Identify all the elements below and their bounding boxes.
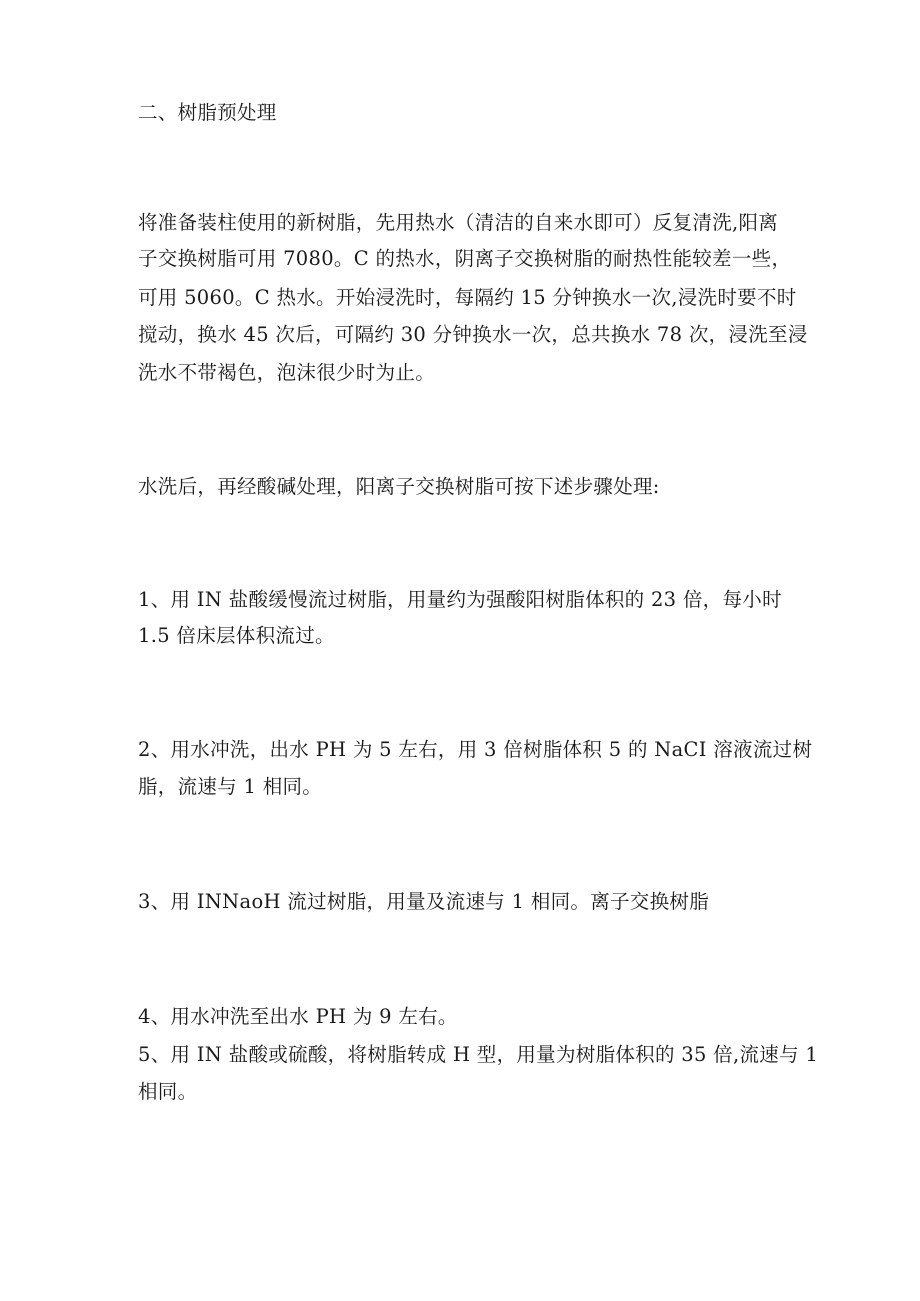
paragraph-1-line-2: 子交换树脂可用 7080。C 的热水，阴离子交换树脂的耐热性能较差一些， bbox=[138, 247, 792, 270]
step-2-line-1: 2、用水冲洗，出水 PH 为 5 左右，用 3 倍树脂体积 5 的 NaCI 溶液流过树 bbox=[138, 738, 813, 761]
paragraph-1-line-4: 搅动，换水 45 次后，可隔约 30 分钟换水一次，总共换水 78 次，浸洗至浸 bbox=[138, 323, 808, 346]
step-5-line-2: 相同。 bbox=[138, 1080, 198, 1103]
paragraph-1-line-1: 将准备装柱使用的新树脂，先用热水（清洁的自来水即可）反复清洗,阳离 bbox=[138, 211, 779, 234]
step-1-line-2: 1.5 倍床层体积流过。 bbox=[138, 624, 335, 647]
step-2-line-2: 脂，流速与 1 相同。 bbox=[138, 775, 323, 798]
paragraph-1-line-3: 可用 5060。C 热水。开始浸洗时，每隔约 15 分钟换水一次,浸洗时要不时 bbox=[138, 286, 797, 309]
step-4: 4、用水冲洗至出水 PH 为 9 左右。 bbox=[138, 1005, 458, 1028]
paragraph-2: 水洗后，再经酸碱处理，阳离子交换树脂可按下述步骤处理: bbox=[138, 475, 660, 498]
step-3: 3、用 INNaoH 流过树脂，用量及流速与 1 相同。离子交换树脂 bbox=[138, 890, 710, 913]
step-5-line-1: 5、用 IN 盐酸或硫酸，将树脂转成 H 型，用量为树脂体积的 35 倍,流速与 1 bbox=[138, 1043, 819, 1066]
section-heading: 二、树脂预处理 bbox=[138, 101, 277, 124]
step-1-line-1: 1、用 IN 盐酸缓慢流过树脂，用量约为强酸阳树脂体积的 23 倍，每小时 bbox=[138, 588, 782, 611]
paragraph-1-line-5: 洗水不带褐色，泡沫很少时为止。 bbox=[138, 361, 436, 384]
